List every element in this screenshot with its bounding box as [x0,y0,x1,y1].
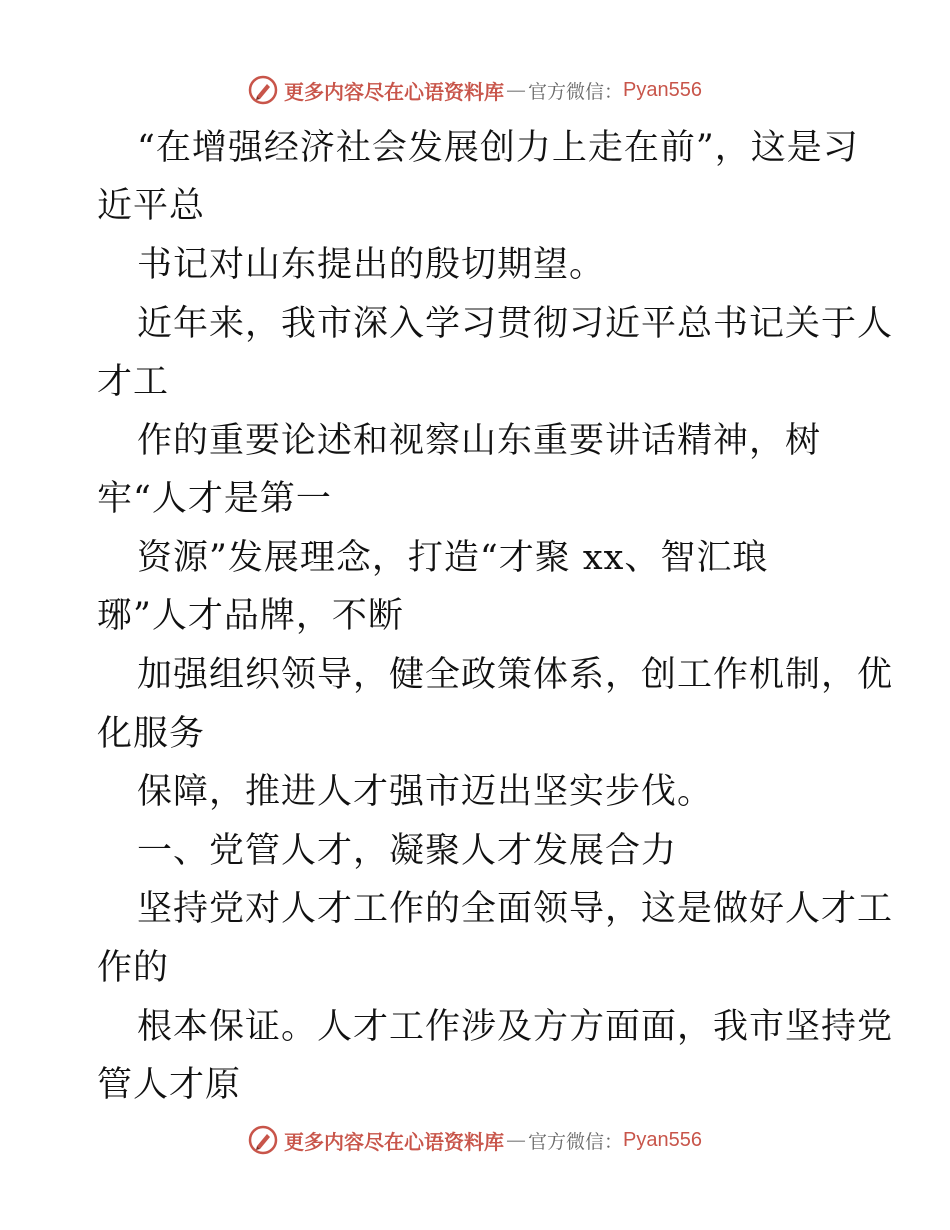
body-line: 管人才原 [97,1065,242,1105]
body-line: 琊”人才品牌，不断 [97,596,404,636]
body-line: 根本保证。人才工作涉及方方面面，我市坚持党 [137,1007,894,1047]
pen-logo-icon [248,1125,278,1155]
watermark-wechat-id: Pyan556 [623,78,702,101]
body-line: 牢“人才是第一 [97,479,332,519]
watermark-wechat-label: 官方微信： [528,80,624,103]
watermark-dash: — [506,1128,526,1152]
body-line: 资源”发展理念，打造“才聚 xx、智汇琅 [137,538,769,578]
section-heading: 一、党管人才，凝聚人才发展合力 [137,831,678,871]
body-line: 化服务 [97,714,206,754]
watermark-wechat-id: Pyan556 [623,1128,702,1151]
body-line: 保障，推进人才强市迈出坚实步伐。 [137,772,714,812]
pen-logo-icon [248,75,278,105]
watermark-slogan: 更多内容尽在心语资料库 [284,1129,504,1154]
watermark-dash: — [506,78,526,102]
footer-watermark [0,1120,950,1160]
body-line: 作的重要论述和视察山东重要讲话精神，树 [137,421,822,461]
body-line: 书记对山东提出的殷切期望。 [137,245,606,285]
body-line: 加强组织领导，健全政策体系，创工作机制，优 [137,655,894,695]
body-line: 作的 [97,948,170,988]
body-line: “在增强经济社会发展创力上走在前”，这是习 [137,128,859,168]
body-line: 近年来，我市深入学习贯彻习近平总书记关于人 [137,304,894,344]
body-line: 近平总 [97,186,206,226]
header-watermark [0,70,950,110]
watermark-slogan: 更多内容尽在心语资料库 [284,79,504,104]
watermark-wechat-label: 官方微信： [528,1130,624,1153]
body-line: 才工 [97,362,170,402]
body-line: 坚持党对人才工作的全面领导，这是做好人才工 [137,889,894,929]
